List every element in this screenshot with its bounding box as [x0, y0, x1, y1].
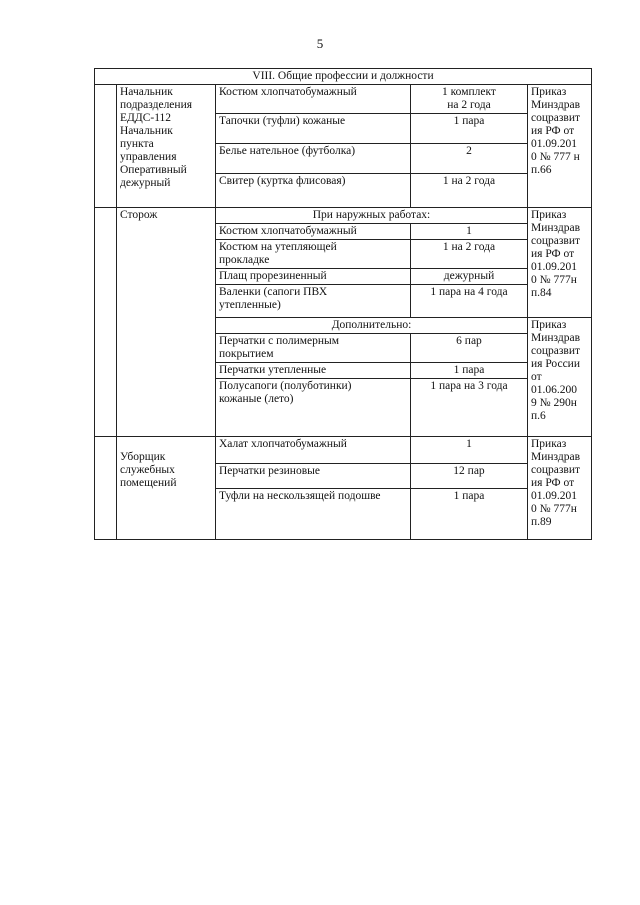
row-number-cell: [95, 85, 117, 208]
subheader-additional: Дополнительно:: [216, 318, 528, 334]
position-cell: Начальник подразделения ЕДДС-112 Начальник пункта управления Оперативный дежурный: [117, 85, 216, 208]
subheader-outdoor: При наружных работах:: [216, 208, 528, 224]
item-cell: Перчатки резиновые: [216, 464, 411, 489]
subheader-row: [95, 208, 592, 224]
quantity-cell: 1: [411, 224, 528, 240]
item-cell: Перчатки с полимерным покрытием: [216, 334, 411, 363]
quantity-cell: дежурный: [411, 269, 528, 285]
quantity-cell: 1: [411, 437, 528, 464]
item-cell: Белье нательное (футболка): [216, 144, 411, 174]
item-cell: Плащ прорезиненный: [216, 269, 411, 285]
item-cell: Костюм хлопчатобумажный: [216, 85, 411, 114]
basis-cell: Приказ Минздрав соцразвит ия РФ от 01.09.201 0 № 777н п.89: [528, 437, 592, 540]
item-cell: Туфли на нескользящей подошве: [216, 489, 411, 540]
quantity-cell: 1 пара: [411, 363, 528, 379]
item-cell: Костюм на утепляющей прокладке: [216, 240, 411, 269]
quantity-cell: 12 пар: [411, 464, 528, 489]
position-cell: Уборщик служебных помещений: [117, 437, 216, 540]
page-number: 5: [316, 36, 324, 51]
item-cell: Перчатки утепленные: [216, 363, 411, 379]
table-row: [95, 437, 592, 464]
row-number-cell: [95, 208, 117, 437]
ppe-norms-table: [94, 68, 592, 540]
section-title: VIII. Общие профессии и должности: [95, 69, 592, 85]
quantity-cell: 1 на 2 года: [411, 240, 528, 269]
basis-cell: Приказ Минздрав соцразвит ия РФ от 01.09.201 0 № 777н п.84: [528, 208, 592, 318]
section-header-row: [95, 69, 592, 85]
quantity-cell: 1 комплект на 2 года: [411, 85, 528, 114]
quantity-cell: 1 на 2 года: [411, 174, 528, 208]
item-cell: Халат хлопчатобумажный: [216, 437, 411, 464]
quantity-cell: 1 пара на 4 года: [411, 285, 528, 318]
item-cell: Костюм хлопчатобумажный: [216, 224, 411, 240]
basis-cell: Приказ Минздрав соцразвит ия РФ от 01.09.201 0 № 777 н п.66: [528, 85, 592, 208]
quantity-cell: 1 пара: [411, 114, 528, 144]
table-row: [95, 85, 592, 114]
quantity-cell: 2: [411, 144, 528, 174]
row-number-cell: [95, 437, 117, 540]
item-cell: Валенки (сапоги ПВХ утепленные): [216, 285, 411, 318]
basis-cell: Приказ Минздрав соцразвит ия России от 01.06.200 9 № 290н п.6: [528, 318, 592, 437]
quantity-cell: 1 пара: [411, 489, 528, 540]
item-cell: Свитер (куртка флисовая): [216, 174, 411, 208]
position-cell: Сторож: [117, 208, 216, 437]
item-cell: Полусапоги (полуботинки) кожаные (лето): [216, 379, 411, 437]
quantity-cell: 6 пар: [411, 334, 528, 363]
item-cell: Тапочки (туфли) кожаные: [216, 114, 411, 144]
quantity-cell: 1 пара на 3 года: [411, 379, 528, 437]
